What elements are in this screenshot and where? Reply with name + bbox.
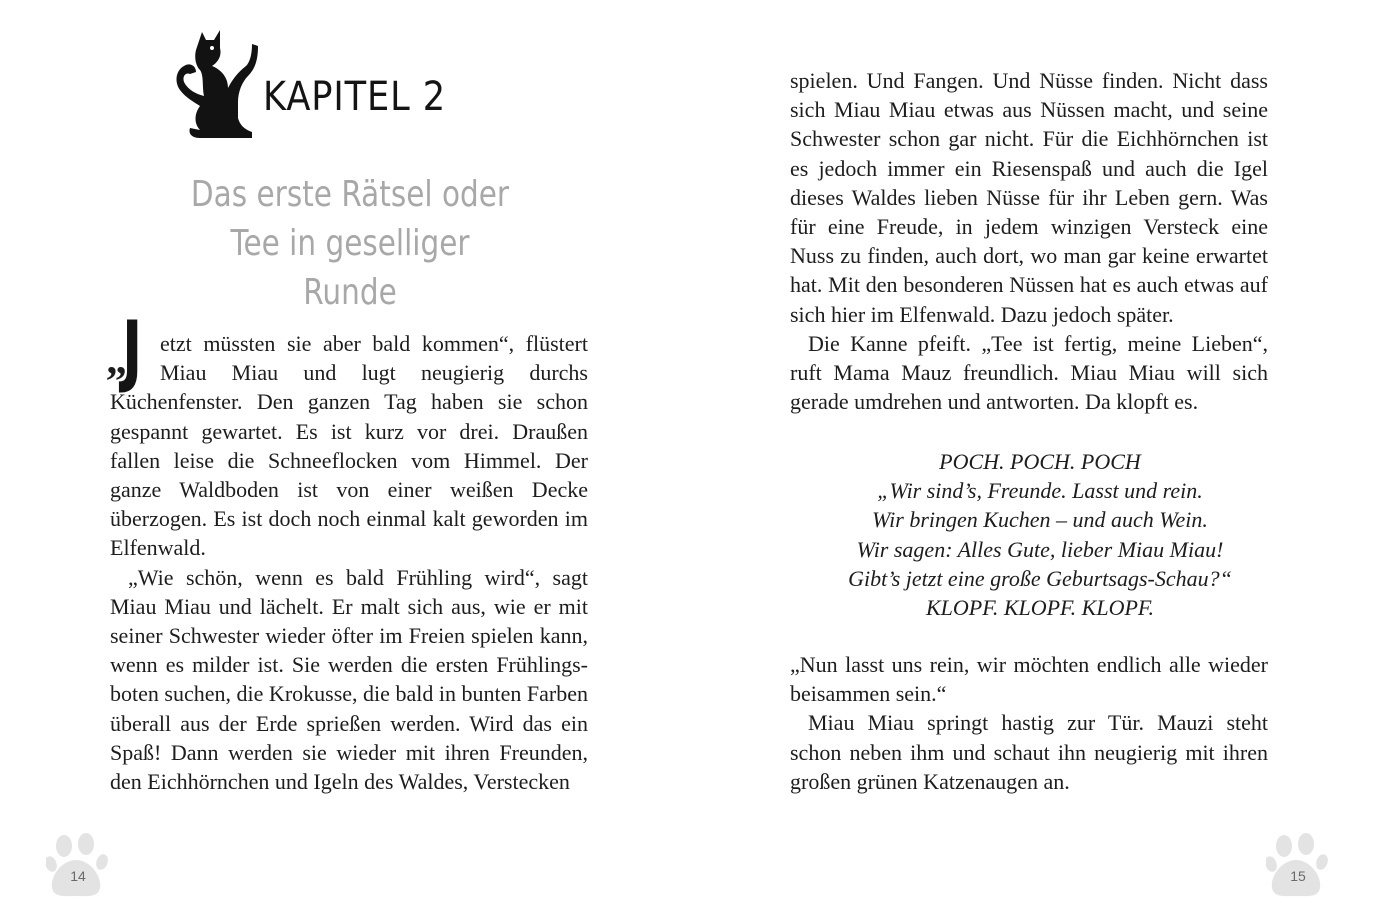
paragraph: spielen. Und Fangen. Und Nüsse finden. Nicht dass sich Miau Miau etwas aus Nüssen macht, und seine Schwester schon gar nicht. Für die Eichhörnchen ist es jedoch immer ein Riesenspaß und auch die Igel dieses Waldes lieben Nüsse für ihr Leben gern. Was für eine Freude, in jedem winzigen Versteck eine Nuss zu finden, auch dort, wo man gar keine erwartet hat. Mit den besonderen Nüssen hat es auch etwas auf sich hier im Elfenwald. Dazu jedoch später. [790, 68, 1268, 327]
right-body-text [790, 66, 1268, 416]
subtitle-line-2: Tee in geselliger Runde [230, 223, 470, 313]
left-body-text [106, 306, 588, 796]
page-number-badge [46, 830, 110, 900]
paragraph: „Nun lasst uns rein, wir möchten endlich alle wieder beisammen sein.“ [790, 652, 1268, 707]
page-number-badge [1266, 830, 1330, 900]
paragraph-text: etzt müssten sie aber bald kommen“, flüstert Miau Miau und lugt neugierig durchs Küchenfenster. Den ganzen Tag haben sie schon gespannt gewartet. Es ist kurz vor drei. Draußen fallen leise die Schneeflocken vom Himmel. Der ganze Waldboden ist von einer weißen Decke überzogen. Es ist doch noch einmal kalt geworden im Elfenwald. [110, 331, 588, 561]
poem-line: KLOPF. KLOPF. KLOPF. [925, 595, 1154, 621]
chapter-subtitle [150, 170, 550, 317]
poem-line: POCH. POCH. POCH [939, 449, 1141, 474]
paragraph: „Wie schön, wenn es bald Frühling wird“, sagt Miau Miau und lächelt. Er malt sich aus, wie er mit seiner Schwester wieder öfter im Freien spielen kann, wenn es milder ist. Sie werden die ersten Frühlingsboten suchen, die Krokusse, die bald in bunten Farben überall aus der Erde sprießen werden. Wird das ein Spaß! Dann werden sie wieder mit ihren Freunden, den Eichhörnchen und Igeln des Waldes, Verstecken [110, 564, 588, 795]
right-body-text-bottom [790, 650, 1268, 796]
subtitle-line-1: Das erste Rätsel oder [190, 174, 510, 215]
left-page [0, 0, 692, 910]
paragraph [110, 306, 588, 563]
paw-print-icon [1266, 830, 1330, 900]
paragraph: Die Kanne pfeift. „Tee ist fertig, meine Lieben“, ruft Mama Mauz freundlich. Miau Miau will sich gerade umdrehen und antworten. Da klopft es. [790, 330, 1268, 415]
page-number: 14 [70, 868, 86, 884]
cat-silhouette-icon [172, 26, 262, 142]
dropcap-letter: J [122, 306, 143, 396]
paw-print-icon [46, 830, 110, 900]
poem-line: Gibt’s jetzt eine große Geburtsags-Schau?“ [848, 565, 1232, 591]
poem-line: Wir sagen: Alles Gute, lieber Miau Miau! [856, 536, 1224, 562]
right-page [692, 0, 1385, 910]
poem-line: „Wir sind’s, Freunde. Lasst und rein. [877, 478, 1203, 504]
page-number: 15 [1290, 868, 1306, 884]
chapter-title: KAPITEL 2 [263, 74, 447, 120]
poem-line: Wir bringen Kuchen – und auch Wein. [872, 507, 1208, 533]
poem [790, 447, 1290, 622]
dropcap-quote: „ [106, 337, 127, 383]
paragraph: Miau Miau springt hastig zur Tür. Mauzi steht schon neben ihm und schaut ihn neugierig mit ihren großen grünen Katzenaugen an. [790, 710, 1268, 794]
